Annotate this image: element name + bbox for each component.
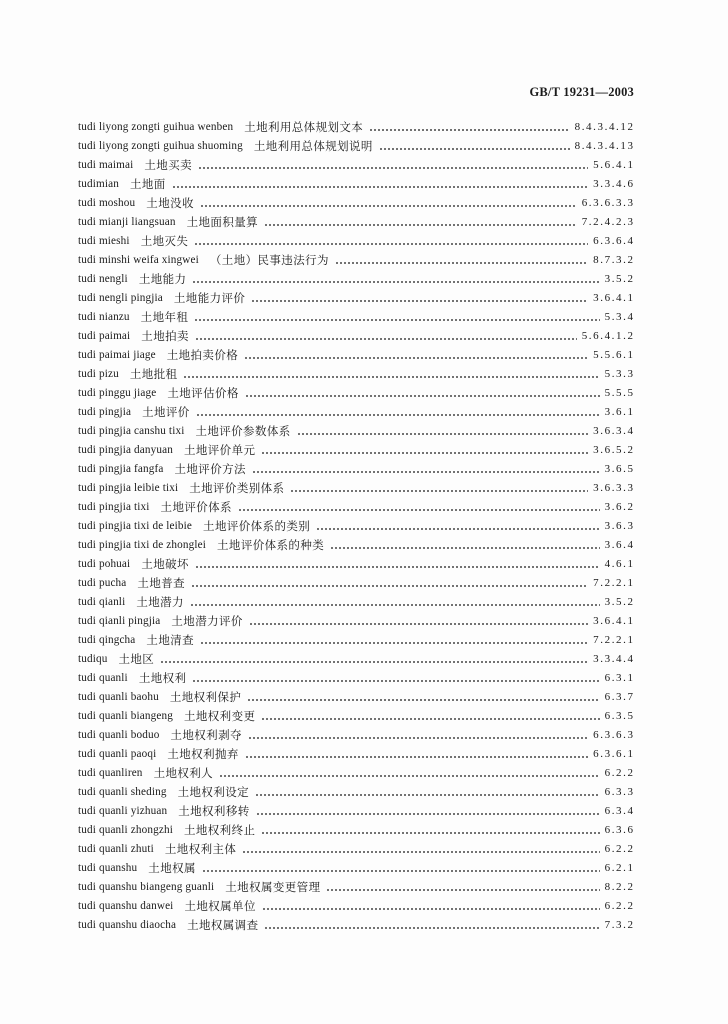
entry-term: 土地普查 [137, 576, 186, 590]
entry-pinyin: tudi pingjia fangfa [78, 463, 164, 475]
index-entry [78, 118, 633, 137]
dot-leader [261, 717, 599, 721]
index-entry [78, 213, 633, 232]
entry-clause-number: 6.3.7 [604, 691, 635, 703]
entry-pinyin: tudi liyong zongti guihua shuoming [78, 140, 243, 152]
entry-term: 土地权利人 [153, 766, 214, 780]
dot-leader [160, 660, 588, 664]
entry-clause-number: 3.3.4.4 [593, 653, 635, 665]
index-entry [78, 308, 633, 327]
entry-clause-number: 3.3.4.6 [593, 178, 635, 190]
index-entry [78, 593, 633, 612]
entry-term: 土地批租 [129, 367, 178, 381]
dot-leader [251, 299, 588, 303]
dot-leader [262, 907, 600, 911]
entry-pinyin: tudi quanli biangeng [78, 710, 173, 722]
dot-leader [202, 869, 600, 873]
entry-clause-number: 5.6.4.1.2 [581, 330, 635, 342]
dot-leader [326, 888, 599, 892]
entry-clause-number: 3.6.4.1 [593, 615, 635, 627]
entry-clause-number: 6.3.1 [604, 672, 635, 684]
dot-leader [252, 470, 600, 474]
entry-pinyin: tudi quanli yizhuan [78, 805, 168, 817]
entry-pinyin: tudi quanshu diaocha [78, 919, 177, 931]
dot-leader [297, 432, 588, 436]
index-entry [78, 517, 633, 536]
entry-clause-number: 6.3.5 [604, 710, 635, 722]
index-entry [78, 346, 633, 365]
dot-leader [195, 337, 577, 341]
index-entry [78, 821, 633, 840]
entry-term: 土地破坏 [141, 557, 189, 571]
entry-term: 土地评价单元 [183, 443, 256, 457]
dot-leader [196, 413, 600, 417]
entry-clause-number: 3.6.4 [604, 539, 635, 551]
entry-term: 土地权利抛弃 [167, 747, 239, 761]
standard-code: GB/T 19231—2003 [529, 85, 634, 99]
entry-clause-number: 6.3.6.4 [593, 235, 635, 247]
entry-term: 土地评价方法 [174, 462, 246, 476]
dot-leader [264, 926, 599, 930]
entry-clause-number: 6.3.4 [604, 805, 635, 817]
entry-clause-number: 7.3.2 [604, 919, 635, 931]
entry-pinyin: tudi quanli sheding [78, 786, 167, 798]
entry-pinyin: tudi pinggu jiage [78, 387, 157, 399]
entry-pinyin: tudi quanli boduo [78, 729, 160, 741]
entry-clause-number: 3.5.2 [604, 596, 635, 608]
dot-leader [194, 242, 588, 246]
entry-term: 土地年租 [140, 310, 189, 324]
dot-leader [192, 679, 599, 683]
entry-clause-number: 3.6.3 [604, 520, 635, 532]
index-entry [78, 365, 633, 384]
entry-clause-number: 5.3.4 [604, 311, 635, 323]
entry-clause-number: 7.2.4.2.3 [581, 216, 635, 228]
dot-leader [379, 147, 570, 151]
index-entry [78, 745, 633, 764]
index-entry [78, 859, 633, 878]
dot-leader [200, 641, 588, 645]
entry-pinyin: tudi mianji liangsuan [78, 216, 176, 228]
entry-pinyin: tudi mieshi [78, 235, 130, 247]
index-entry [78, 555, 633, 574]
entry-pinyin: tudi qianli [78, 596, 126, 608]
entry-pinyin: tudi nengli pingjia [78, 292, 163, 304]
index-entry [78, 536, 633, 555]
entry-clause-number: 6.2.1 [604, 862, 635, 874]
entry-term: 土地权利 [138, 671, 187, 685]
index-entry [78, 441, 633, 460]
index-entry [78, 574, 633, 593]
entry-term: 土地没收 [146, 196, 194, 210]
entry-clause-number: 8.2.2 [604, 881, 635, 893]
index-entry [78, 479, 633, 498]
entry-term: 土地买卖 [144, 158, 193, 172]
entry-term: 土地灭失 [140, 234, 189, 248]
entry-term: 土地拍卖 [141, 329, 189, 343]
entry-clause-number: 3.6.1 [604, 406, 635, 418]
entry-clause-number: 8.4.3.4.12 [574, 121, 635, 133]
index-list [78, 118, 633, 935]
entry-term: 土地权属单位 [184, 899, 256, 913]
entry-pinyin: tudi pingjia [78, 406, 132, 418]
entry-term: 土地权利移转 [178, 804, 250, 818]
entry-clause-number: 7.2.2.1 [593, 634, 635, 646]
entry-term: 土地能力 [138, 272, 187, 286]
entry-term: 土地能力评价 [173, 291, 246, 305]
index-entry [78, 631, 633, 650]
entry-clause-number: 3.6.3.3 [593, 482, 635, 494]
index-entry [78, 175, 633, 194]
dot-leader [183, 375, 599, 379]
entry-clause-number: 6.2.2 [604, 843, 635, 855]
entry-pinyin: tudi pingjia leibie tixi [78, 482, 179, 494]
entry-pinyin: tudi pingjia danyuan [78, 444, 173, 456]
entry-term: 土地权利变更 [183, 709, 256, 723]
index-entry [78, 251, 633, 270]
dot-leader [247, 698, 599, 702]
dot-leader [198, 166, 588, 170]
entry-clause-number: 3.6.2 [604, 501, 635, 513]
entry-pinyin: tudi pizu [78, 368, 119, 380]
entry-term: 土地权属变更管理 [225, 880, 321, 894]
entry-term: 土地评价体系 [160, 500, 232, 514]
entry-clause-number: 3.6.5 [604, 463, 635, 475]
index-entry [78, 270, 633, 289]
entry-term: 土地清查 [146, 633, 195, 647]
index-entry [78, 232, 633, 251]
dot-leader [249, 622, 588, 626]
dot-leader [261, 451, 588, 455]
entry-term: 土地评价参数体系 [195, 424, 291, 438]
entry-pinyin: tudi pingjia canshu tixi [78, 425, 185, 437]
dot-leader [335, 261, 588, 265]
index-entry [78, 156, 633, 175]
dot-leader [191, 584, 588, 588]
entry-clause-number: 3.6.4.1 [593, 292, 635, 304]
index-entry [78, 840, 633, 859]
entry-pinyin: tudi minshi weifa xingwei [78, 254, 199, 266]
entry-pinyin: tudi pingjia tixi de leibie [78, 520, 193, 532]
index-entry [78, 783, 633, 802]
entry-term: 土地评价类别体系 [189, 481, 285, 495]
entry-clause-number: 5.3.3 [604, 368, 635, 380]
entry-clause-number: 8.7.3.2 [593, 254, 635, 266]
index-entry [78, 422, 633, 441]
entry-term: （土地）民事违法行为 [209, 253, 329, 267]
entry-pinyin: tudi pingjia tixi [78, 501, 150, 513]
entry-term: 土地权利剥夺 [170, 728, 242, 742]
index-entry [78, 688, 633, 707]
index-entry [78, 194, 633, 213]
entry-clause-number: 5.5.5 [604, 387, 635, 399]
entry-term: 土地权利保护 [169, 690, 242, 704]
entry-pinyin: tudi quanli zhongzhi [78, 824, 173, 836]
entry-pinyin: tudi quanshu biangeng guanli [78, 881, 215, 893]
dot-leader [256, 812, 600, 816]
index-entry [78, 650, 633, 669]
dot-leader [194, 318, 599, 322]
entry-pinyin: tudi quanli [78, 672, 128, 684]
dot-leader [369, 128, 569, 132]
index-entry [78, 498, 633, 517]
index-entry [78, 137, 633, 156]
entry-term: 土地潜力 [136, 595, 184, 609]
entry-term: 土地面 [129, 177, 166, 191]
entry-clause-number: 3.5.2 [604, 273, 635, 285]
entry-clause-number: 8.4.3.4.13 [574, 140, 635, 152]
entry-pinyin: tudi maimai [78, 159, 134, 171]
entry-term: 土地权属调查 [187, 918, 259, 932]
entry-term: 土地评价 [142, 405, 190, 419]
entry-pinyin: tudi pohuai [78, 558, 131, 570]
entry-pinyin: tudiqu [78, 653, 108, 665]
entry-clause-number: 6.2.2 [604, 900, 635, 912]
entry-term: 土地面积量算 [186, 215, 259, 229]
entry-pinyin: tudi quanshu danwei [78, 900, 174, 912]
entry-pinyin: tudi nianzu [78, 311, 130, 323]
entry-pinyin: tudi quanli baohu [78, 691, 159, 703]
entry-term: 土地评价体系的类别 [203, 519, 311, 533]
index-entry [78, 289, 633, 308]
dot-leader [238, 508, 600, 512]
entry-pinyin: tudimian [78, 178, 119, 190]
dot-leader [172, 185, 588, 189]
index-entry [78, 612, 633, 631]
dot-leader [248, 736, 588, 740]
dot-leader [242, 850, 599, 854]
entry-pinyin: tudi qingcha [78, 634, 136, 646]
entry-pinyin: tudi pucha [78, 577, 127, 589]
dot-leader [219, 774, 600, 778]
index-entry [78, 916, 633, 935]
entry-term: 土地利用总体规划文本 [244, 120, 364, 134]
index-entry [78, 726, 633, 745]
dot-leader [330, 546, 599, 550]
entry-term: 土地评估价格 [167, 386, 239, 400]
entry-pinyin: tudi liyong zongti guihua wenben [78, 121, 234, 133]
index-entry [78, 707, 633, 726]
dot-leader [264, 223, 577, 227]
entry-term: 土地区 [118, 652, 155, 666]
dot-leader [261, 831, 599, 835]
index-entry [78, 403, 633, 422]
entry-term: 土地拍卖价格 [166, 348, 239, 362]
entry-pinyin: tudi paimai [78, 330, 131, 342]
entry-term: 土地权利终止 [183, 823, 256, 837]
entry-term: 土地权利设定 [177, 785, 250, 799]
entry-clause-number: 7.2.2.1 [593, 577, 635, 589]
dot-leader [255, 793, 600, 797]
dot-leader [316, 527, 599, 531]
entry-clause-number: 3.6.5.2 [593, 444, 635, 456]
entry-clause-number: 6.3.6 [604, 824, 635, 836]
index-entry [78, 764, 633, 783]
entry-pinyin: tudi paimai jiage [78, 349, 156, 361]
entry-term: 土地权属 [148, 861, 196, 875]
index-entry [78, 669, 633, 688]
entry-clause-number: 6.2.2 [604, 767, 635, 779]
dot-leader [290, 489, 588, 493]
entry-term: 土地权利主体 [164, 842, 237, 856]
dot-leader [245, 394, 600, 398]
entry-clause-number: 3.6.3.4 [593, 425, 635, 437]
entry-term: 土地评价体系的种类 [217, 538, 325, 552]
dot-leader [244, 356, 588, 360]
entry-clause-number: 6.3.6.1 [593, 748, 635, 760]
entry-term: 土地潜力评价 [171, 614, 243, 628]
index-entry [78, 802, 633, 821]
entry-pinyin: tudi moshou [78, 197, 136, 209]
index-entry [78, 878, 633, 897]
entry-clause-number: 6.3.6.3.3 [581, 197, 635, 209]
dot-leader [192, 280, 599, 284]
dot-leader [245, 755, 588, 759]
index-entry [78, 897, 633, 916]
entry-pinyin: tudi pingjia tixi de zhonglei [78, 539, 207, 551]
entry-term: 土地利用总体规划说明 [253, 139, 373, 153]
entry-pinyin: tudi quanli paoqi [78, 748, 157, 760]
entry-clause-number: 6.3.6.3 [593, 729, 635, 741]
entry-pinyin: tudi quanli zhuti [78, 843, 154, 855]
entry-pinyin: tudi nengli [78, 273, 128, 285]
index-entry [78, 384, 633, 403]
dot-leader [200, 204, 577, 208]
dot-leader [195, 565, 600, 569]
entry-pinyin: tudi quanliren [78, 767, 143, 779]
index-entry [78, 460, 633, 479]
entry-clause-number: 6.3.3 [604, 786, 635, 798]
index-entry [78, 327, 633, 346]
entry-clause-number: 4.6.1 [604, 558, 635, 570]
dot-leader [190, 603, 600, 607]
entry-pinyin: tudi qianli pingjia [78, 615, 161, 627]
entry-clause-number: 5.5.6.1 [593, 349, 635, 361]
entry-pinyin: tudi quanshu [78, 862, 138, 874]
entry-clause-number: 5.6.4.1 [593, 159, 635, 171]
